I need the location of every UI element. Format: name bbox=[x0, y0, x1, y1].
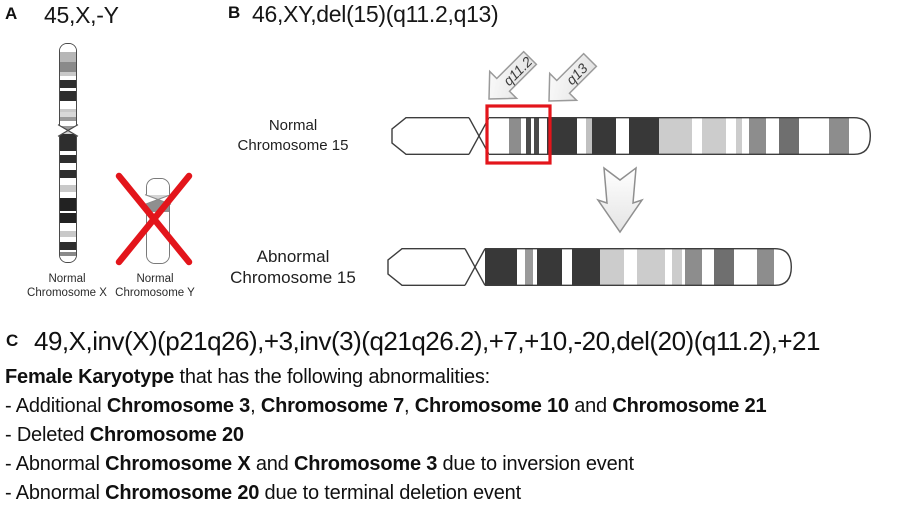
chromosome-x-centromere bbox=[58, 124, 78, 137]
transformation-arrow bbox=[598, 167, 642, 235]
normal-chr15-caption-line2: Chromosome 15 bbox=[237, 137, 349, 154]
chromosome-x-bands bbox=[60, 44, 76, 262]
arrow-q11-2 bbox=[476, 45, 544, 113]
chromosome-y-caption-line1: Normal bbox=[136, 273, 174, 285]
abnormal-chr15-caption-line2: Chromosome 15 bbox=[230, 268, 356, 287]
normal-chromosome-15-ideogram bbox=[391, 117, 871, 155]
karyotype-summary-line: Female Karyotype that has the following abnormalities: bbox=[5, 366, 491, 388]
chromosome-x-ideogram bbox=[59, 43, 77, 263]
normal-chr15-caption bbox=[193, 116, 393, 156]
panel-c-label: C bbox=[6, 331, 19, 350]
chromosome-x-caption-line1: Normal bbox=[48, 273, 86, 285]
arrow-q13-label: q13 bbox=[562, 60, 591, 88]
panel-b-title: 46,XY,del(15)(q11.2,q13) bbox=[252, 1, 499, 27]
deletion-breakpoint-arrows bbox=[468, 38, 608, 108]
panel-b-label: B bbox=[228, 3, 241, 22]
normal-chr15-caption-line1: Normal bbox=[268, 117, 318, 134]
abnormal-chromosome-15-ideogram bbox=[387, 248, 792, 286]
arrow-q13 bbox=[536, 47, 604, 115]
abnormal-chr15-caption bbox=[183, 246, 403, 288]
panel-a-title: 45,X,-Y bbox=[44, 2, 119, 28]
deleted-chromosome-line: - Deleted Chromosome 20 bbox=[5, 424, 244, 446]
panel-c-description bbox=[5, 363, 766, 508]
panel-a-label: A bbox=[5, 4, 18, 23]
chromosome-y-caption-line2: Chromosome Y bbox=[115, 287, 195, 299]
chromosome-x-caption-line2: Chromosome X bbox=[27, 287, 107, 299]
terminal-deletion-line: - Abnormal Chromosome 20 due to terminal deletion event bbox=[5, 482, 521, 504]
additional-chromosomes-line: - Additional Chromosome 3, Chromosome 7, Chromosome 10 and Chromosome 21 bbox=[5, 395, 767, 417]
panel-c-title: 49,X,inv(X)(p21q26),+3,inv(3)(q21q26.2),+7,+10,-20,del(20)(q11.2),+21 bbox=[34, 326, 820, 356]
abnormal-chr15-caption-line1: Abnormal bbox=[256, 247, 330, 266]
inversion-abnormality-line: - Abnormal Chromosome X and Chromosome 3 due to inversion event bbox=[5, 453, 634, 475]
arrow-q11-2-label: q11.2 bbox=[499, 53, 536, 89]
